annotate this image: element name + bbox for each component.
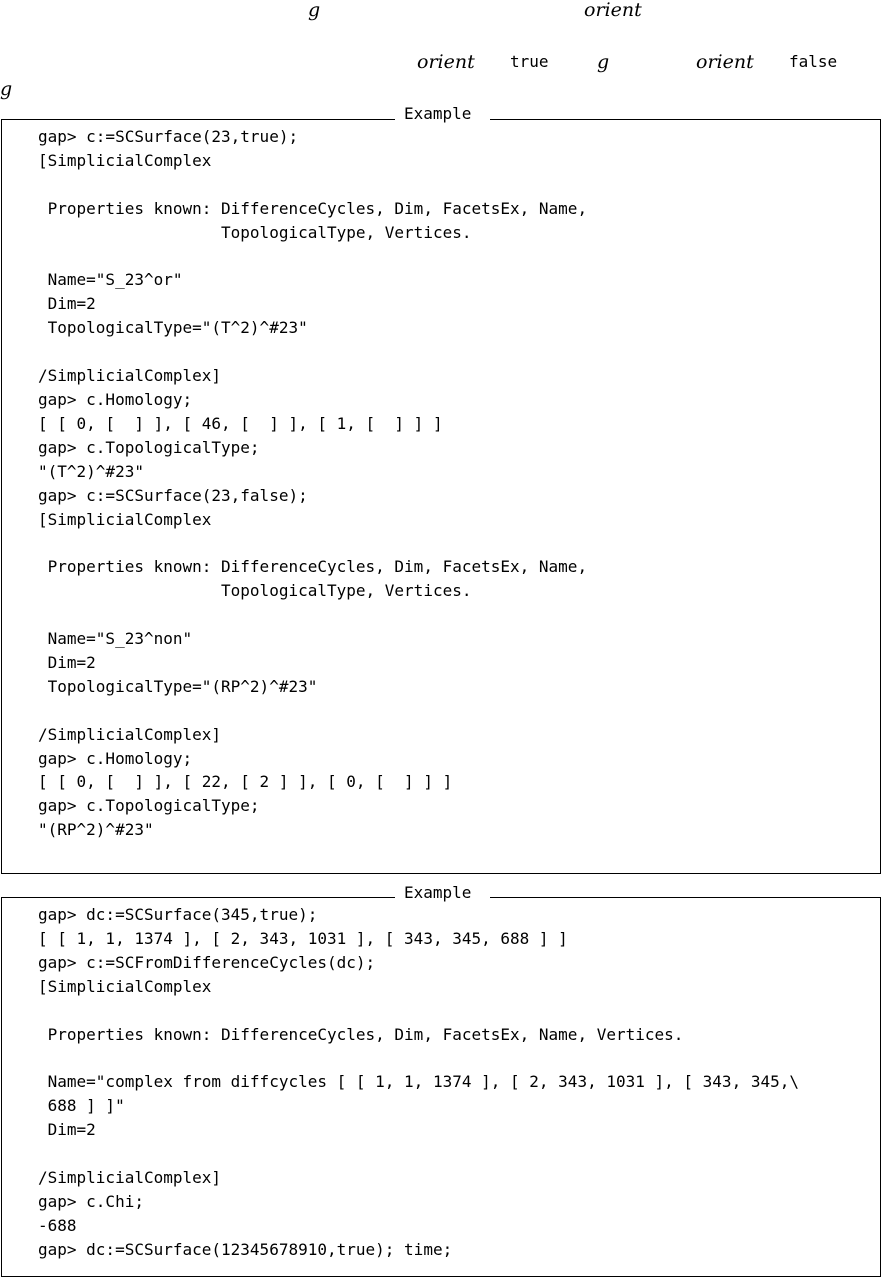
intro-var-g: g <box>597 51 610 73</box>
code-line: [ [ 1, 1, 1374 ], [ 2, 343, 1031 ], [ 343, 345, 688 ] ] <box>38 928 568 948</box>
code-line: [ [ 0, [ ] ], [ 46, [ ] ], [ 1, [ ] ] ] <box>38 413 443 433</box>
code-line: gap> dc:=SCSurface(345,true); <box>38 905 318 924</box>
code-line: "(T^2)^#23" <box>38 461 144 481</box>
code-line: gap> c.Chi; <box>38 1191 144 1211</box>
code-line <box>38 531 587 555</box>
example-code <box>38 903 799 1262</box>
code-line: [SimplicialComplex <box>38 976 212 996</box>
code-line <box>38 173 587 197</box>
code-line: gap> c:=SCSurface(23,true); <box>38 127 299 146</box>
code-line: TopologicalType, Vertices. <box>38 222 472 242</box>
intro-var-g: g <box>308 0 321 21</box>
code-line <box>38 699 587 723</box>
code-line: /SimplicialComplex] <box>38 1167 222 1187</box>
intro-var-g: g <box>0 78 13 100</box>
intro-value-false: false <box>789 52 838 71</box>
code-line: Name="complex from diffcycles [ [ 1, 1, 1374 ], [ 2, 343, 1031 ], [ 343, 345,\ <box>38 1072 799 1092</box>
code-line: 688 ] ]" <box>38 1096 125 1116</box>
code-line: gap> dc:=SCSurface(12345678910,true); time; <box>38 1239 453 1259</box>
intro-param-orient: orient <box>417 51 475 73</box>
code-line: Properties known: DifferenceCycles, Dim, FacetsEx, Name, <box>38 557 588 577</box>
code-line: TopologicalType="(RP^2)^#23" <box>38 676 318 696</box>
code-line: -688 <box>38 1215 77 1235</box>
code-line <box>38 340 587 364</box>
example-label: Example <box>404 104 472 123</box>
code-line: Properties known: DifferenceCycles, Dim, FacetsEx, Name, <box>38 198 588 218</box>
example-code <box>38 125 587 842</box>
code-line: gap> c:=SCFromDifferenceCycles(dc); <box>38 952 376 972</box>
code-line: TopologicalType="(T^2)^#23" <box>38 318 308 338</box>
code-line: Dim=2 <box>38 652 96 672</box>
code-line: gap> c.TopologicalType; <box>38 437 260 457</box>
code-line <box>38 999 799 1023</box>
code-line: Dim=2 <box>38 1120 96 1140</box>
example-label: Example <box>404 883 472 902</box>
intro-param-orient: orient <box>696 51 754 73</box>
code-line: gap> c:=SCSurface(23,false); <box>38 485 308 505</box>
code-line: /SimplicialComplex] <box>38 366 222 386</box>
code-line: gap> c.TopologicalType; <box>38 796 260 816</box>
code-line: [SimplicialComplex <box>38 509 212 529</box>
code-line: Name="S_23^or" <box>38 270 183 290</box>
intro-value-true: true <box>510 52 549 71</box>
code-line: [ [ 0, [ ] ], [ 22, [ 2 ] ], [ 0, [ ] ] ] <box>38 772 453 792</box>
code-line: Properties known: DifferenceCycles, Dim, FacetsEx, Name, Vertices. <box>38 1024 684 1044</box>
code-line: /SimplicialComplex] <box>38 724 222 744</box>
code-line: Name="S_23^non" <box>38 629 193 649</box>
code-line <box>38 245 587 269</box>
code-line: gap> c.Homology; <box>38 389 193 409</box>
code-line <box>38 1142 799 1166</box>
code-line: Dim=2 <box>38 294 96 314</box>
code-line: "(RP^2)^#23" <box>38 820 154 840</box>
code-line <box>38 1046 799 1070</box>
code-line: TopologicalType, Vertices. <box>38 581 472 601</box>
code-line: gap> c.Homology; <box>38 748 193 768</box>
intro-param-orient: orient <box>584 0 642 21</box>
code-line: [SimplicialComplex <box>38 150 212 170</box>
code-line <box>38 603 587 627</box>
